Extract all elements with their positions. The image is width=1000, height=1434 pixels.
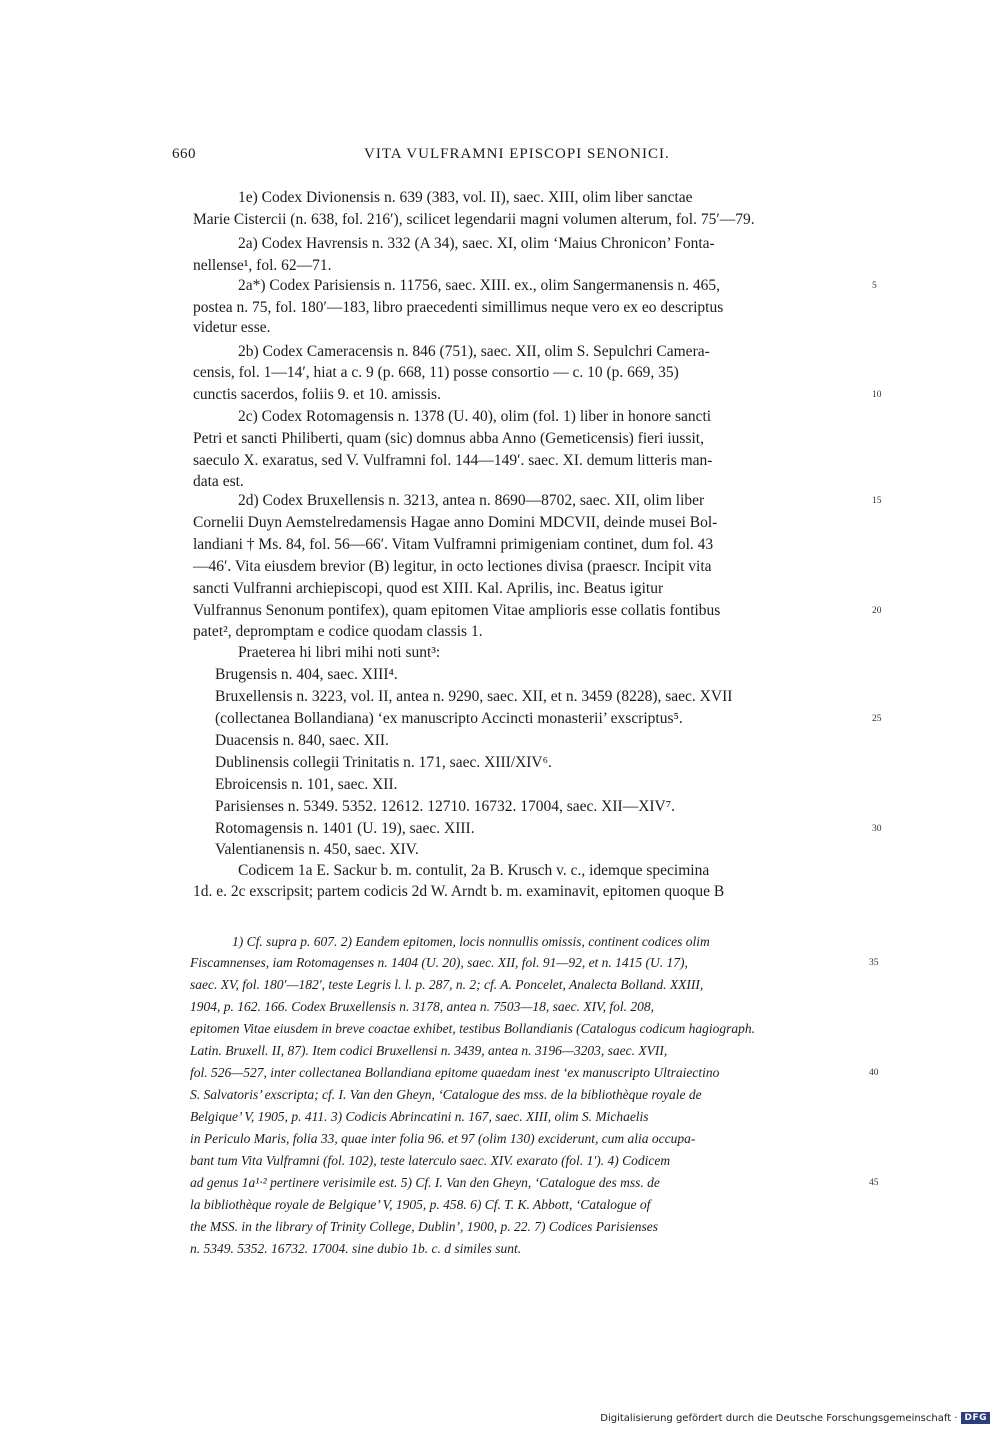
body-line: nellense¹, fol. 62—71.	[193, 257, 332, 274]
body-line: Marie Cistercii (n. 638, fol. 216′), scilicet legendarii magni volumen alterum, fol. 75′—79.	[193, 211, 755, 228]
footnote-line: epitomen Vitae eiusdem in breve coactae exhibet, testibus Bollandianis (Catalogus codicum hagiograph.	[190, 1021, 756, 1036]
footnote-line: fol. 526—527, inter collectanea Bollandiana epitome quaedam inest ‘ex manuscripto Ultraiectino	[190, 1065, 720, 1080]
line-number: 45	[869, 1178, 879, 1188]
body-line: postea n. 75, fol. 180′—183, libro praecedenti simillimus neque vero ex eo descriptus	[193, 299, 724, 316]
footnote-line: la bibliothèque royale de Belgique’ V, 1905, p. 458. 6) Cf. T. K. Abbott, ‘Catalogue of	[190, 1197, 651, 1212]
body-line: patet², depromptam e codice quodam classis 1.	[193, 623, 483, 640]
body-line: 2c) Codex Rotomagensis n. 1378 (U. 40), olim (fol. 1) liber in honore sancti	[238, 408, 712, 425]
body-line: sancti Vulfranni archiepiscopi, quod est XIII. Kal. Aprilis, inc. Beatus igitur	[193, 580, 664, 597]
body-line: —46′. Vita eiusdem brevior (B) legitur, in octo lectiones divisa (praescr. Incipit vita	[193, 558, 712, 575]
footnote-line: bant tum Vita Vulframni (fol. 102), teste laterculo saec. XIV. exarato (fol. 1′). 4) Codicem	[190, 1153, 671, 1168]
line-number: 10	[872, 390, 882, 400]
line-number: 40	[869, 1068, 879, 1078]
running-title: VITA VULFRAMNI EPISCOPI SENONICI.	[364, 146, 670, 162]
footnote-line: ad genus 1a¹·² pertinere verisimile est. 5) Cf. I. Van den Gheyn, ‘Catalogue des mss. de	[190, 1175, 660, 1190]
body-line: 2d) Codex Bruxellensis n. 3213, antea n. 8690—8702, saec. XII, olim liber	[238, 492, 705, 509]
body-line: 2b) Codex Cameracensis n. 846 (751), saec. XII, olim S. Sepulchri Camera-	[238, 343, 710, 360]
body-line: Valentianensis n. 450, saec. XIV.	[215, 841, 419, 858]
body-line: Parisienses n. 5349. 5352. 12612. 12710. 16732. 17004, saec. XII—XIV⁷.	[215, 798, 676, 815]
footnote-line: in Periculo Maris, folia 33, quae inter folia 96. et 97 (olim 130) exciderunt, cum alia occupa-	[190, 1131, 696, 1146]
body-line: Cornelii Duyn Aemstelredamensis Hagae anno Domini MDCVII, deinde musei Bol-	[193, 514, 718, 531]
line-number: 15	[872, 496, 882, 506]
body-line: 1d. e. 2c exscripsit; partem codicis 2d W. Arndt b. m. examinavit, epitomen quoque B	[193, 883, 725, 900]
line-number: 35	[869, 958, 879, 968]
body-line: Praeterea hi libri mihi noti sunt³:	[238, 644, 441, 661]
dfg-credit-text: Digitalisierung gefördert durch die Deutsche Forschungsgemeinschaft ·	[600, 1412, 958, 1424]
page-header	[0, 146, 1000, 172]
footnote-line: saec. XV, fol. 180′—182′, teste Legris l. l. p. 287, n. 2; cf. A. Poncelet, Analecta Bolland. XXIII,	[190, 977, 704, 992]
line-number: 5	[872, 281, 877, 291]
footnote-line: S. Salvatoris’ exscripta; cf. I. Van den Gheyn, ‘Catalogue des mss. de la bibliothèque royale de	[190, 1087, 702, 1102]
body-line: Rotomagensis n. 1401 (U. 19), saec. XIII.	[215, 820, 475, 837]
body-line: Petri et sancti Philiberti, quam (sic) domnus abba Anno (Gemeticensis) fieri iussit,	[193, 430, 704, 447]
body-line: 1e) Codex Divionensis n. 639 (383, vol. II), saec. XIII, olim liber sanctae	[238, 189, 693, 206]
body-line: (collectanea Bollandiana) ‘ex manuscripto Accincti monasterii’ exscriptus⁵.	[215, 710, 683, 727]
line-number: 25	[872, 714, 882, 724]
footnote-line: Latin. Bruxell. II, 87). Item codici Bruxellensi n. 3439, antea n. 3196—3203, saec. XVII,	[190, 1043, 668, 1058]
body-line: Vulfrannus Senonum pontifex), quam epitomen Vitae amplioris esse collatis fontibus	[193, 602, 721, 619]
body-line: Ebroicensis n. 101, saec. XII.	[215, 776, 398, 793]
body-line: Dublinensis collegii Trinitatis n. 171, saec. XIII/XIV⁶.	[215, 754, 552, 771]
body-line: videtur esse.	[193, 319, 271, 336]
body-line: Bruxellensis n. 3223, vol. II, antea n. 9290, saec. XII, et n. 3459 (8228), saec. XVII	[215, 688, 733, 705]
body-line: Duacensis n. 840, saec. XII.	[215, 732, 389, 749]
line-number: 30	[872, 824, 882, 834]
body-line: Brugensis n. 404, saec. XIII⁴.	[215, 666, 398, 683]
dfg-credit	[600, 1412, 990, 1424]
body-line: cunctis sacerdos, foliis 9. et 10. amissis.	[193, 386, 441, 403]
footnote-line: 1904, p. 162. 166. Codex Bruxellensis n. 3178, antea n. 7503—18, saec. XIV, fol. 208,	[190, 999, 654, 1014]
dfg-logo: DFG	[961, 1412, 990, 1424]
footnote-line: Belgique’ V, 1905, p. 411. 3) Codicis Abrincatini n. 167, saec. XIII, olim S. Michaelis	[190, 1109, 649, 1124]
footnote-line: the MSS. in the library of Trinity College, Dublin’, 1900, p. 22. 7) Codices Parisienses	[190, 1219, 658, 1234]
body-line: 2a*) Codex Parisiensis n. 11756, saec. XIII. ex., olim Sangermanensis n. 465,	[238, 277, 720, 294]
body-line: 2a) Codex Havrensis n. 332 (A 34), saec. XI, olim ‘Maius Chronicon’ Fonta-	[238, 235, 715, 252]
footnote-line: n. 5349. 5352. 16732. 17004. sine dubio 1b. c. d similes sunt.	[190, 1241, 522, 1256]
body-line: censis, fol. 1—14′, hiat a c. 9 (p. 668, 11) posse consortio — c. 10 (p. 669, 35)	[193, 364, 679, 381]
body-line: data est.	[193, 473, 244, 490]
line-number: 20	[872, 606, 882, 616]
footnote-line: Fiscamnenses, iam Rotomagenses n. 1404 (U. 20), saec. XII, fol. 91—92, et n. 1415 (U. 17),	[190, 955, 688, 970]
body-line: landiani † Ms. 84, fol. 56—66′. Vitam Vulframni primigeniam continet, dum fol. 43	[193, 536, 714, 553]
footnote-line: 1) Cf. supra p. 607. 2) Eandem epitomen, locis nonnullis omissis, continent codices olim	[232, 934, 710, 949]
body-line: Codicem 1a E. Sackur b. m. contulit, 2a B. Krusch v. c., idemque specimina	[238, 862, 710, 879]
body-line: saeculo X. exaratus, sed V. Vulframni fol. 144—149′. saec. XI. demum litteris man-	[193, 452, 713, 469]
page-number: 660	[172, 146, 196, 162]
